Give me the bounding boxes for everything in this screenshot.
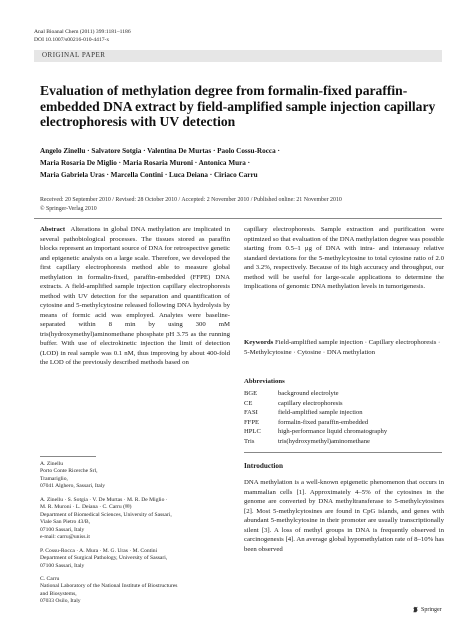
keywords [244, 338, 444, 357]
abstract-text: Alterations in global DNA methylation are implicated in several pathobiological processes. The tissues stored as paraffin blocks represent an important source of DNA for retrospective genetic and epigenetic analysis on a large scale. Therefore, we developed the first capillary electrophoresis method able to measure global methylation in formalin-fixed, paraffin-embedded (FFPE) DNA extracts. A field-amplified sample injection capillary electrophoresis method with UV detection for the separation and quantification of cytosine and 5-methylcytosine released following DNA hydrolysis by means of formic acid was employed. Analytes were baseline-separated within 8 min by using 300 mM tris(hydroxymethyl)aminomethane phosphate pH 3.75 as the running buffer. With use of electrokinetic injection the limit of detection (LOD) in real sample was 0.1 nM, thus improving by about 400-fold the LOD of the previously described methods based on [40, 226, 231, 366]
affiliation-line: P. Cossu-Rocca · A. Mura · M. G. Uras · M. Contini [40, 548, 158, 554]
affiliation-line: 07033 Osilo, Italy [40, 598, 81, 605]
abbreviation-definition: high-performance liquid chromatography [278, 428, 388, 435]
author-line: Maria Rosaria De Miglio · Maria Rosaria Muroni · Antonica Mura · [40, 159, 251, 167]
publication-dates [40, 196, 440, 213]
affiliation-line: 07041 Alghero, Sassari, Italy [40, 483, 106, 490]
affiliation-line: 07100 Sassari, Italy [40, 562, 85, 569]
affiliation-line: and Biosystems, [40, 590, 77, 597]
publisher-mark [412, 606, 442, 613]
abbreviation-definition: capillary electrophoresis [278, 399, 343, 407]
publisher-name: Springer [421, 606, 442, 613]
springer-horse-icon [412, 606, 419, 613]
affiliation-line: A. Zinellu · S. Sotgia · V. De Murtas · M. R. De Miglio · [40, 497, 168, 503]
affiliation-line: Tramariglio, [40, 475, 68, 482]
affiliation-block [40, 576, 230, 606]
email-link[interactable]: e-mail: carru@uniss.it [40, 534, 90, 541]
doi: DOI 10.1007/s00216-010-4417-x [34, 37, 110, 43]
affiliation-block [40, 548, 230, 570]
abbreviations-list [244, 389, 444, 446]
abstract-continued: capillary electrophoresis. Sample extraction and purification were optimized so that evaluation of the DNA methylation degree was possible starting from 0.5–1 µg of DNA with intra- and interassay relative standard deviations for the 5-methylcytosine to total cytosine ratio of 2.0 and 3.2%, respectively. Because of its high accuracy and throughput, our method will be useful for large-scale applications to determine the implications of genomic DNA methylation levels in tumorigenesis. [244, 226, 444, 290]
affiliation-line: National Laboratory of the National Institute of Biostructures [40, 583, 178, 590]
abbreviation-definition: background electrolyte [278, 390, 339, 397]
abbreviation-term: Tris [244, 437, 255, 445]
affiliation-line: M. R. Muroni · L. Deiana · C. Carru (✉) [40, 504, 132, 511]
introduction-column [244, 478, 444, 554]
journal-citation: Anal Bioanal Chem (2011) 399:1181–1186 [34, 29, 131, 35]
abbreviation-term: FASI [244, 409, 258, 416]
author-line: Angelo Zinellu · Salvatore Sotgia · Valentina De Murtas · Paolo Cossu-Rocca · [40, 147, 280, 155]
affiliation-block [40, 497, 230, 541]
abbreviation-row [244, 389, 444, 399]
abstract-label: Abstract [40, 226, 66, 233]
abbreviation-row [244, 427, 444, 437]
affiliation-block [40, 461, 230, 491]
section-bar-label: ORIGINAL PAPER [42, 51, 106, 59]
affiliation-line: Porto Conte Ricerche Srl, [40, 468, 98, 475]
journal-header [34, 28, 131, 44]
abbreviation-row [244, 408, 444, 418]
affiliation-line: 07100 Sassari, Italy [40, 526, 85, 533]
abbreviation-term: BGE [244, 390, 258, 397]
abbreviation-row [244, 418, 444, 428]
abstract-column [40, 225, 230, 368]
abbreviation-term: CE [244, 399, 253, 407]
affiliation-line: C. Carru [40, 576, 60, 582]
copyright: © Springer-Verlag 2010 [40, 205, 97, 212]
affiliation-line: A. Zinellu [40, 461, 63, 467]
affiliation-line: Department of Surgical Pathology, University of Sassari, [40, 555, 168, 562]
introduction-heading: Introduction [244, 462, 284, 470]
author-line: Maria Gabriela Uras · Marcella Contini · Luca Deiana · Ciriaco Carru [40, 171, 258, 179]
abbreviations-heading: Abbreviations [244, 378, 285, 385]
dates-line: Received: 20 September 2010 / Revised: 28 October 2010 / Accepted: 2 November 2010 / Published online: 21 November 2010 [40, 197, 342, 203]
abstract-continued-column [244, 225, 444, 292]
affiliation-line: Viale San Pietro 43/B, [40, 519, 91, 526]
author-list [40, 145, 440, 181]
divider [34, 218, 442, 219]
section-bar [34, 50, 442, 62]
abbreviation-definition: tris(hydroxymethyl)aminomethane [278, 437, 370, 445]
divider [244, 452, 442, 453]
abbreviation-term: FFPE [244, 418, 260, 426]
abbreviation-definition: field-amplified sample injection [278, 409, 363, 416]
affiliation-line: Department of Biomedical Sciences, University of Sassari, [40, 511, 172, 518]
paper-title: Evaluation of methylation degree from formalin-fixed paraffin-embedded DNA extract by field-amplified sample injection capillary electrophoresis with UV detection [40, 83, 436, 129]
abbreviation-term: HPLC [244, 428, 261, 435]
abstract [40, 225, 230, 368]
abbreviation-definition: formalin-fixed paraffin-embedded [278, 418, 369, 426]
introduction-text: DNA methylation is a well-known epigenetic phenomenon that occurs in mammalian cells [1]. Approximately 4–5% of the cytosines in the genome are converted by DNA methyltransferase to 5-methylcytosines [2]. Most 5-methylcytosines are found in CpG islands, and genes with abundant 5-methylcytosine in their promoter are usually transcriptionally silent [3]. A loss of methyl groups in DNA is frequently observed in carcinogenesis [4]. An average global hypomethylation rate of 8–10% has been observed [244, 479, 444, 553]
keywords-text: Field-amplified sample injection · Capillary electrophoresis · 5-Methylcytosine · Cytosine · DNA methylation [244, 339, 441, 356]
keywords-label: Keywords [244, 339, 274, 346]
abbreviation-row [244, 399, 444, 409]
abbreviation-row [244, 437, 444, 447]
footnote-divider [40, 456, 96, 457]
